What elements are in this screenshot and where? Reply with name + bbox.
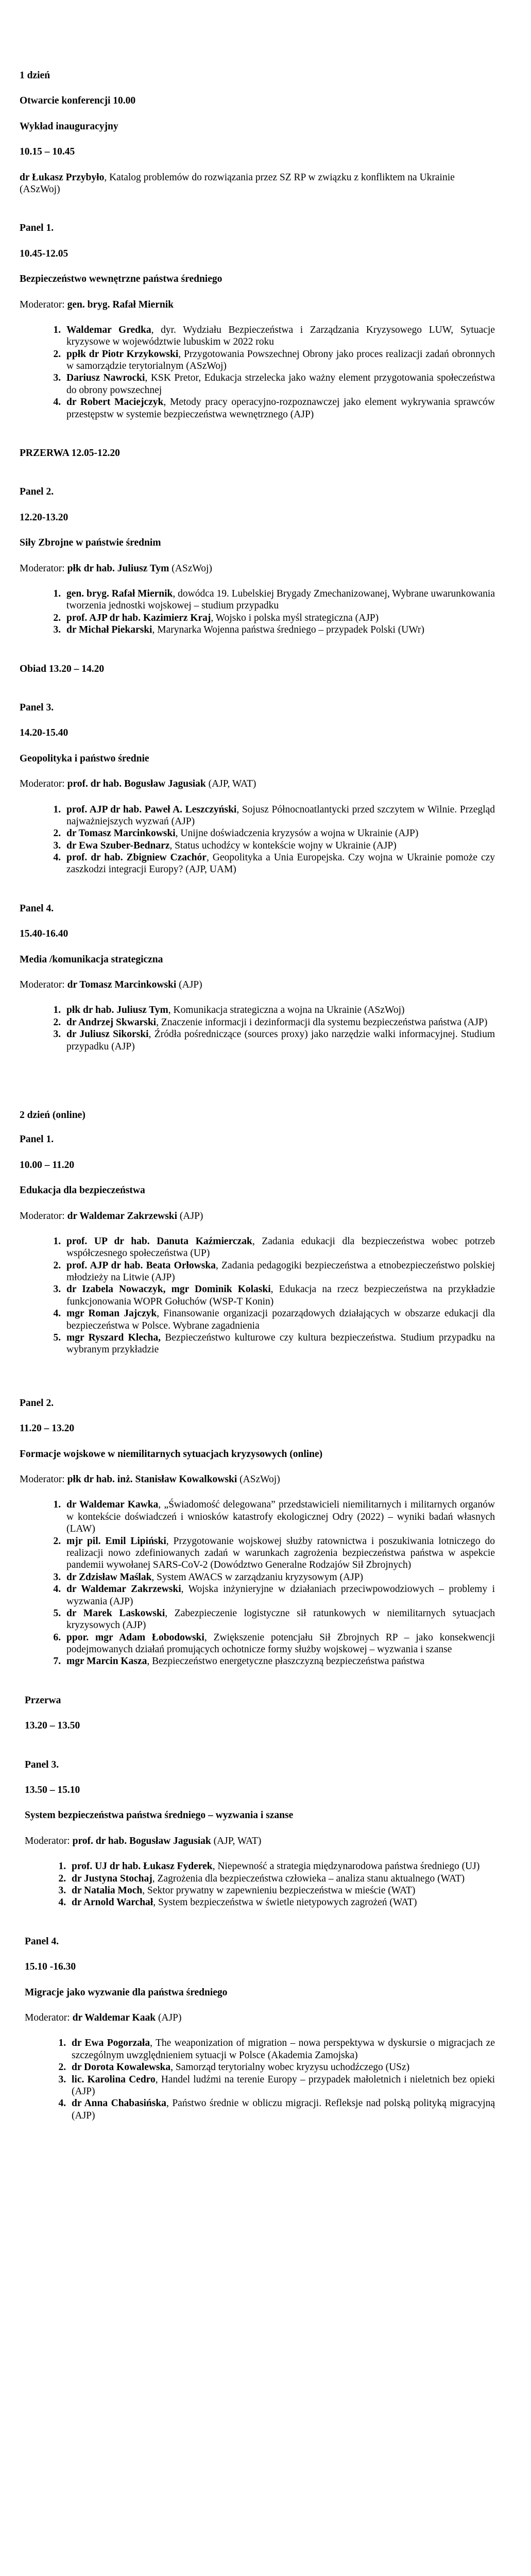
speaker-name: mgr Marcin Kasza [66, 1656, 147, 1667]
speaker-name: prof. UJ dr hab. Łukasz Fyderek [72, 1861, 213, 1872]
list-item [63, 1235, 495, 1260]
speaker-name: ppor. mgr Adam Łobodowski [66, 1632, 204, 1643]
talk-text: , Przygotowania Powszechnej Obrony jako proces realizacji zadań obronnych w samorządzie terytorialnym (ASzWoj) [66, 348, 495, 372]
panel-moderator [20, 979, 495, 991]
list-item [63, 348, 495, 372]
day2-panel1 [20, 1133, 495, 1355]
panel-label: Panel 2. [20, 486, 54, 498]
list-item [63, 1583, 495, 1607]
list-item [68, 1873, 495, 1885]
talk-text: , Zadania edukacji dla bezpieczeństwa wobec potrzeb współczesnego społeczeństwa (UP) [66, 1235, 495, 1259]
talk-text: , Przygotowanie wojskowej służby ratownictwa i poszukiwania lotniczego do realizacji nowo zdefiniowanych zadań w warunkach zagrożenia bezpieczeństwa państwa w aspekcie pandemii wywołanej SARS-CoV-2 (Dowództwo Generalne Rodzajów Sił Zbrojnych) [66, 1535, 495, 1571]
speaker-name: prof. UP dr hab. Danuta Kaźmierczak [66, 1235, 252, 1247]
talk-text: , Geopolityka a Unia Europejska. Czy wojna w Ukrainie pomoże czy zaszkodzi integracji Europy? (AJP, UAM) [66, 852, 495, 875]
moderator-prefix: Moderator: [20, 979, 67, 991]
keynote-title: Wykład inauguracyjny [20, 121, 118, 132]
break-label: Przerwa [25, 1694, 61, 1706]
list-item [63, 1571, 495, 1583]
speaker-list [20, 804, 495, 876]
talk-text: , dowódca 19. Lubelskiej Brygady Zmechanizowanej, Wybrane uwarunkowania tworzenia jednostki wojskowej – studium przypadku [66, 588, 495, 612]
moderator-name: płk dr hab. inż. Stanisław Kowalkowski [67, 1474, 237, 1485]
panel-title: Geopolityka i państwo średnie [20, 753, 149, 764]
talk-text: , System AWACS w zarządzaniu kryzysowym (AJP) [151, 1571, 364, 1583]
panel-title: Edukacja dla bezpieczeństwa [20, 1185, 145, 1196]
panel-time: 14.20-15.40 [20, 727, 68, 739]
list-item [63, 1016, 495, 1028]
moderator-suffix: (ASzWoj) [237, 1474, 280, 1485]
list-item [63, 1308, 495, 1332]
panel-time: 15.40-16.40 [20, 928, 68, 940]
list-item [63, 1283, 495, 1308]
moderator-prefix: Moderator: [20, 299, 67, 310]
speaker-list [25, 1860, 495, 1909]
moderator-suffix: (AJP) [156, 2012, 182, 2023]
talk-text: , System bezpieczeństwa w świetle nietypowych zagrożeń (WAT) [153, 1897, 417, 1908]
speaker-name: dr Waldemar Zakrzewski [66, 1584, 181, 1595]
talk-text: , Źródła pośredniczące (sources proxy) jako narzędzie walki informacyjnej. Studium przypadku (AJP) [66, 1029, 495, 1052]
talk-text: , Znaczenie informacji i dezinformacji dla systemu bezpieczeństwa państwa (AJP) [156, 1016, 488, 1028]
day1-panel3 [20, 702, 495, 876]
panel-label: Panel 4. [25, 1936, 59, 1947]
list-item [63, 1028, 495, 1053]
moderator-prefix: Moderator: [20, 1210, 67, 1222]
panel-label: Panel 4. [20, 903, 54, 914]
talk-text: , Unijne doświadczenia kryzysów a wojna w Ukrainie (AJP) [175, 828, 419, 839]
talk-text: Bezpieczeństwo kulturowe czy kultura bezpieczeństwa. Studium przypadku na wybranym przykładzie [66, 1332, 495, 1355]
speaker-name: prof. AJP dr hab. Kazimierz Kraj [66, 612, 211, 623]
talk-text: , KSK Pretor, Edukacja strzelecka jako ważny element przygotowania społeczeństwa do obrony powszechnej [66, 372, 495, 396]
moderator-suffix: (AJP, WAT) [205, 778, 256, 790]
talk-text: , Bezpieczeństwo energetyczne płaszczyzną bezpieczeństwa państwa [147, 1656, 425, 1667]
moderator-name: dr Waldemar Zakrzewski [67, 1210, 178, 1222]
speaker-name: prof. AJP dr hab. Paweł A. Leszczyński [66, 804, 237, 815]
moderator-name: prof. dr hab. Bogusław Jagusiak [67, 778, 206, 790]
list-item [63, 624, 495, 636]
moderator-prefix: Moderator: [25, 1835, 73, 1846]
list-item [68, 2074, 495, 2098]
list-item [63, 1655, 495, 1667]
keynote-entry [20, 172, 495, 196]
talk-text: , Zagrożenia dla bezpieczeństwa człowieka – analiza stanu aktualnego (WAT) [152, 1873, 465, 1884]
speaker-name: prof. dr hab. Zbigniew Czachór [66, 852, 207, 863]
moderator-suffix: (ASzWoj) [169, 563, 212, 574]
talk-text: , Sojusz Północnoatlantycki przed szczytem w Wilnie. Przegląd najważniejszych wyzwań (AJP) [66, 804, 495, 827]
list-item [63, 1535, 495, 1571]
talk-text: , Samorząd terytorialny wobec kryzysu uchodźczego (USz) [170, 2062, 410, 2073]
day1-panel4 [20, 903, 495, 1053]
keynote-time: 10.15 – 10.45 [20, 146, 75, 158]
day1-panel1 [20, 222, 495, 420]
panel-label: Panel 3. [25, 1759, 59, 1770]
talk-text: , Metody pracy operacyjno-rozpoznawczej jako element wykrywania sprawców przestępstw w systemie bezpieczeństwa wewnętrznego (AJP) [66, 397, 495, 420]
speaker-list [20, 588, 495, 636]
panel-time: 15.10 -16.30 [25, 1961, 76, 1973]
list-item [63, 804, 495, 828]
panel-title: Formacje wojskowe w niemilitarnych sytuacjach kryzysowych (online) [20, 1448, 323, 1460]
speaker-name: dr Ewa Szuber-Bednarz [66, 840, 170, 851]
moderator-name: dr Tomasz Marcinkowski [67, 979, 177, 991]
day2-panel3 [20, 1759, 495, 1909]
moderator-suffix: (AJP) [176, 979, 202, 991]
list-item [68, 2097, 495, 2122]
break-time: 13.20 – 13.50 [25, 1720, 80, 1732]
panel-moderator [20, 1473, 495, 1485]
speaker-name: gen. bryg. Rafał Miernik [66, 588, 173, 599]
speaker-name: dr Natalia Moch [72, 1885, 143, 1896]
speaker-name: lic. Karolina Cedro [72, 2074, 156, 2085]
list-item [63, 827, 495, 839]
list-item [63, 840, 495, 852]
speaker-name: dr Anna Chabasińska [72, 2098, 166, 2109]
keynote-speaker: dr Łukasz Przybyło [20, 172, 105, 183]
speaker-name: dr Izabela Nowaczyk, mgr Dominik Kolaski [66, 1284, 271, 1295]
list-item [68, 1896, 495, 1908]
talk-text: , Komunikacja strategiczna a wojna na Ukrainie (ASzWoj) [168, 1005, 405, 1016]
talk-text: , Zwiększenie potencjału Sił Zbrojnych RP – jako konsekwencji podejmowanych działań promujących ochotnicze formy służby wojskowej – wyzwania i szanse [66, 1632, 495, 1655]
moderator-name: gen. bryg. Rafał Miernik [67, 299, 174, 310]
list-item [68, 2037, 495, 2061]
break1: PRZERWA 12.05-12.20 [20, 448, 120, 459]
list-item [63, 1607, 495, 1632]
list-item [63, 588, 495, 612]
day1-panel2 [20, 486, 495, 636]
panel-label: Panel 1. [20, 1134, 54, 1145]
talk-text: , The weaponization of migration – nowa perspektywa w dyskursie o migracjach ze szczególnym uwzględnieniem sytuacji w Polsce (Akademia Zamojska) [72, 2038, 495, 2061]
panel-label: Panel 2. [20, 1397, 54, 1409]
speaker-name: dr Marek Laskowski [66, 1607, 165, 1619]
list-item [63, 372, 495, 396]
opening: Otwarcie konferencji 10.00 [20, 95, 136, 107]
list-item [68, 1860, 495, 1872]
speaker-list [20, 1235, 495, 1356]
speaker-name: dr Arnold Warchał [72, 1897, 153, 1908]
list-item [68, 2061, 495, 2073]
talk-text: , Sektor prywatny w zapewnieniu bezpieczeństwa w mieście (WAT) [142, 1885, 416, 1896]
list-item [63, 1004, 495, 1016]
moderator-name: dr Waldemar Kaak [72, 2012, 156, 2023]
moderator-prefix: Moderator: [25, 2012, 73, 2023]
speaker-list [25, 2037, 495, 2122]
panel-title: Siły Zbrojne w państwie średnim [20, 537, 161, 549]
speaker-name: ppłk dr Piotr Krzykowski [66, 348, 179, 360]
speaker-name: dr Juliusz Sikorski [66, 1029, 149, 1040]
talk-text: , Handel ludźmi na terenie Europy – przypadek małoletnich i nieletnich bez opieki (AJP) [72, 2074, 495, 2097]
panel-time: 10.00 – 11.20 [20, 1159, 75, 1171]
speaker-name: Dariusz Nawrocki [66, 372, 145, 384]
list-item [63, 852, 495, 876]
talk-text: , Edukacja na rzecz bezpieczeństwa na przykładzie funkcjonowania WOPR Gołuchów (WSP-T Konin) [66, 1284, 495, 1307]
speaker-name: płk dr hab. Juliusz Tym [66, 1005, 168, 1016]
list-item [63, 324, 495, 348]
keynote-topic: , Katalog problemów do rozwiązania przez SZ RP w związku z konfliktem na Ukrainie (ASzWoj) [20, 172, 455, 195]
panel-moderator [25, 1835, 495, 1847]
speaker-name: dr Ewa Pogorzała [72, 2038, 150, 2049]
panel-title: System bezpieczeństwa państwa średniego – wyzwania i szanse [25, 1810, 294, 1821]
speaker-name: mjr pil. Emil Lipiński [66, 1535, 166, 1547]
panel-moderator [20, 299, 495, 311]
panel-time: 13.50 – 15.10 [25, 1785, 80, 1796]
speaker-name: dr Tomasz Marcinkowski [66, 828, 176, 839]
lunch-break: Obiad 13.20 – 14.20 [20, 663, 105, 674]
panel-moderator [25, 2012, 495, 2024]
panel-title: Bezpieczeństwo wewnętrzne państwa średniego [20, 274, 222, 285]
moderator-suffix: (AJP, WAT) [211, 1835, 262, 1846]
speaker-name: dr Waldemar Kawka [66, 1499, 159, 1511]
talk-text: , Wojska inżynieryjne w działaniach przeciwpowodziowych – problemy i wyzwania (AJP) [66, 1584, 495, 1607]
talk-text: , Niepewność a strategia międzynarodowa państwa średniego (UJ) [212, 1861, 480, 1872]
panel-label: Panel 3. [20, 702, 54, 713]
panel-time: 10.45-12.05 [20, 248, 68, 259]
panel-moderator [20, 1210, 495, 1222]
list-item [63, 612, 495, 624]
talk-text: , dyr. Wydziału Bezpieczeństwa i Zarządzania Kryzysowego LUW, Sytuacje kryzysowe w województwie lubuskim w 2022 roku [66, 324, 495, 348]
talk-text: , Finansowanie organizacji pozarządowych działających w obszarze edukacji dla bezpieczeństwa w Polsce. Wybrane zagadnienia [66, 1308, 495, 1331]
day2-panel4 [20, 1936, 495, 2122]
moderator-prefix: Moderator: [20, 563, 67, 574]
speaker-name: dr Dorota Kowalewska [72, 2062, 171, 2073]
speaker-list [20, 324, 495, 420]
talk-text: , „Świadomość delegowana” przedstawicieli niemilitarnych i militarnych organów w kontekście doświadczeń i wniosków katastrofy ekologicznej Odry (2022) – wyniki badań własnych (LAW) [66, 1499, 495, 1535]
talk-text: , Zadania pedagogiki bezpieczeństwa a etnobezpieczeństwo polskiej młodzieży na Litwie (AJP) [66, 1260, 495, 1283]
moderator-name: płk dr hab. Juliusz Tym [67, 563, 169, 574]
speaker-name: mgr Roman Jajczyk [66, 1308, 157, 1319]
speaker-name: dr Justyna Stochaj [72, 1873, 152, 1884]
panel-time: 12.20-13.20 [20, 512, 68, 523]
panel-title: Migracje jako wyzwanie dla państwa średniego [25, 1987, 228, 1998]
talk-text: , Wojsko i polska myśl strategiczna (AJP) [211, 612, 379, 623]
panel-moderator [20, 778, 495, 790]
list-item [63, 1632, 495, 1656]
speaker-name: prof. AJP dr hab. Beata Orłowska [66, 1260, 216, 1271]
list-item [63, 396, 495, 420]
speaker-name: dr Andrzej Skwarski [66, 1016, 157, 1028]
talk-text: , Państwo średnie w obliczu migracji. Refleksje nad polską polityką migracyjną (AJP) [72, 2098, 495, 2121]
list-item [68, 1885, 495, 1896]
day2-panel2 [20, 1397, 495, 1668]
moderator-name: prof. dr hab. Bogusław Jagusiak [72, 1835, 211, 1846]
speaker-name: dr Robert Maciejczyk [66, 397, 164, 408]
talk-text: , Marynarka Wojenna państwa średniego – przypadek Polski (UWr) [152, 624, 424, 636]
day1-title: 1 dzień [20, 70, 50, 81]
speaker-name: mgr Ryszard Klecha, [66, 1332, 161, 1344]
panel-time: 11.20 – 13.20 [20, 1423, 75, 1434]
speaker-list [20, 1004, 495, 1053]
list-item [63, 1332, 495, 1356]
talk-text: , Zabezpieczenie logistyczne sił ratunkowych w niemilitarnych sytuacjach kryzysowych (AJP) [66, 1607, 495, 1631]
panel-label: Panel 1. [20, 223, 54, 234]
talk-text: , Status uchodźcy w kontekście wojny w Ukrainie (AJP) [169, 840, 397, 851]
panel-moderator [20, 563, 495, 574]
speaker-list [20, 1499, 495, 1667]
day2-break [20, 1694, 495, 1732]
panel-title: Media /komunikacja strategiczna [20, 954, 163, 965]
list-item [63, 1260, 495, 1284]
moderator-prefix: Moderator: [20, 778, 67, 790]
speaker-name: dr Michał Piekarski [66, 624, 152, 636]
day2-title: 2 dzień (online) [20, 1109, 85, 1121]
moderator-suffix: (AJP) [177, 1210, 203, 1222]
moderator-prefix: Moderator: [20, 1474, 67, 1485]
speaker-name: Waldemar Gredka [66, 324, 151, 335]
list-item [63, 1499, 495, 1535]
speaker-name: dr Zdzisław Maślak [66, 1571, 152, 1583]
